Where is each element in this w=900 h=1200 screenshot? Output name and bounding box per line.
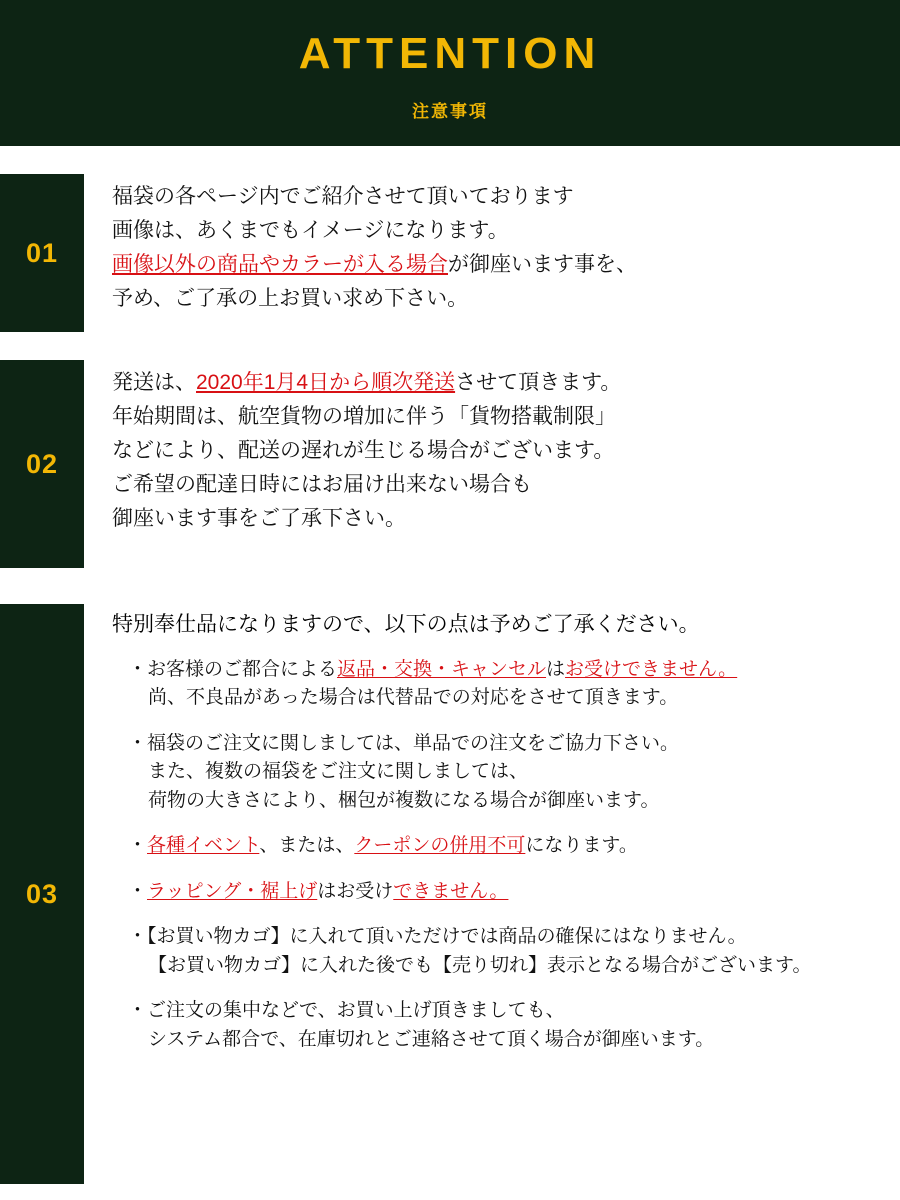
notice-section-03 xyxy=(0,604,900,1184)
page-header xyxy=(0,0,900,146)
text-run: ・ご注文の集中などで、お買い上げ頂きましても、 xyxy=(128,1000,565,1022)
text-run-highlight: 各種イベント xyxy=(147,835,260,857)
text-run-highlight: 返品・交換・キャンセル xyxy=(337,658,547,680)
notice-line xyxy=(112,180,900,214)
notice-line xyxy=(112,366,900,400)
notice-line xyxy=(112,468,900,502)
text-run-highlight: 画像以外の商品やカラーが入る場合 xyxy=(112,253,448,277)
text-run: ・ xyxy=(128,835,148,857)
bullet-line xyxy=(128,878,900,907)
section-body-02 xyxy=(84,360,900,536)
bullet-item xyxy=(112,878,900,907)
text-run: 【お買い物カゴ】に入れた後でも【売り切れ】表示となる場合がございます。 xyxy=(148,954,812,976)
bullet-item xyxy=(112,730,900,816)
notice-line xyxy=(112,282,900,316)
text-run: はお受け xyxy=(317,880,394,902)
text-run: 年始期間は、航空貨物の増加に伴う「貨物搭載制限」 xyxy=(112,405,616,429)
text-run: は xyxy=(546,658,566,680)
bullet-line xyxy=(128,758,900,787)
bullet-line xyxy=(128,787,900,816)
notice-line xyxy=(112,214,900,248)
text-run: システム都合で、在庫切れとご連絡させて頂く場合が御座います。 xyxy=(148,1028,715,1050)
text-run: になります。 xyxy=(525,835,638,857)
section-number-badge-02: 02 xyxy=(0,360,84,568)
section-number-badge-03: 03 xyxy=(0,604,84,1184)
notice-line xyxy=(112,400,900,434)
text-run: などにより、配送の遅れが生じる場合がございます。 xyxy=(112,439,615,463)
notice-section-02 xyxy=(0,360,900,568)
bullet-item xyxy=(112,832,900,861)
notice-line xyxy=(112,248,900,282)
section-number-badge-01: 01 xyxy=(0,174,84,332)
section-lead-text: 特別奉仕品になりますので、以下の点は予めご了承ください。 xyxy=(112,613,700,636)
text-run: させて頂きます。 xyxy=(455,371,622,394)
bullet-line xyxy=(128,952,900,981)
notice-content xyxy=(0,174,900,1184)
text-run: 福袋の各ページ内でご紹介させて頂いております xyxy=(112,185,574,208)
text-run-highlight: ラッピング・裾上げ xyxy=(147,880,318,902)
bullet-line xyxy=(128,997,900,1026)
text-run: ご希望の配達日時にはお届け出来ない場合も xyxy=(112,473,532,497)
text-run-highlight: できません。 xyxy=(393,880,509,902)
text-run: また、複数の福袋をご注文に関しましては、 xyxy=(148,761,529,783)
text-run: 御座います事をご了承下さい。 xyxy=(112,507,406,531)
text-run-highlight: お受けできません。 xyxy=(565,658,738,680)
text-run-highlight: 2020年1月4日から順次発送 xyxy=(196,371,456,394)
notice-line xyxy=(112,502,900,536)
page-title: ATTENTION xyxy=(298,29,602,79)
bullet-item xyxy=(112,923,900,980)
bullet-line xyxy=(128,832,900,861)
bullet-line xyxy=(128,684,900,713)
bullet-item xyxy=(112,997,900,1054)
text-run: 発送は、 xyxy=(112,371,196,394)
text-run: ・お客様のご都合による xyxy=(128,658,338,680)
text-run: ・【お買い物カゴ】に入れて頂いただけでは商品の確保にはなりません。 xyxy=(128,926,747,948)
bullet-line xyxy=(128,656,900,685)
section-body-03 xyxy=(84,604,900,1071)
bullet-line xyxy=(128,730,900,759)
text-run: 尚、不良品があった場合は代替品での対応をさせて頂きます。 xyxy=(148,687,679,709)
text-run: 、または、 xyxy=(259,835,355,857)
bullet-line xyxy=(128,923,900,952)
text-run: が御座います事を、 xyxy=(448,253,637,277)
bullet-line xyxy=(128,1026,900,1055)
bullet-item xyxy=(112,656,900,713)
text-run-highlight: クーポンの併用不可 xyxy=(354,835,526,857)
text-run: 予め、ご了承の上お買い求め下さい。 xyxy=(112,287,469,311)
text-run: 荷物の大きさにより、梱包が複数になる場合が御座います。 xyxy=(148,789,660,811)
notice-section-01 xyxy=(0,174,900,332)
text-run: ・ xyxy=(128,880,148,902)
notice-line xyxy=(112,434,900,468)
section-body-01 xyxy=(84,174,900,316)
text-run: ・福袋のご注文に関しましては、単品での注文をご協力下さい。 xyxy=(128,732,680,754)
text-run: 画像は、あくまでもイメージになります。 xyxy=(112,219,509,243)
page-subtitle: 注意事項 xyxy=(412,101,488,121)
